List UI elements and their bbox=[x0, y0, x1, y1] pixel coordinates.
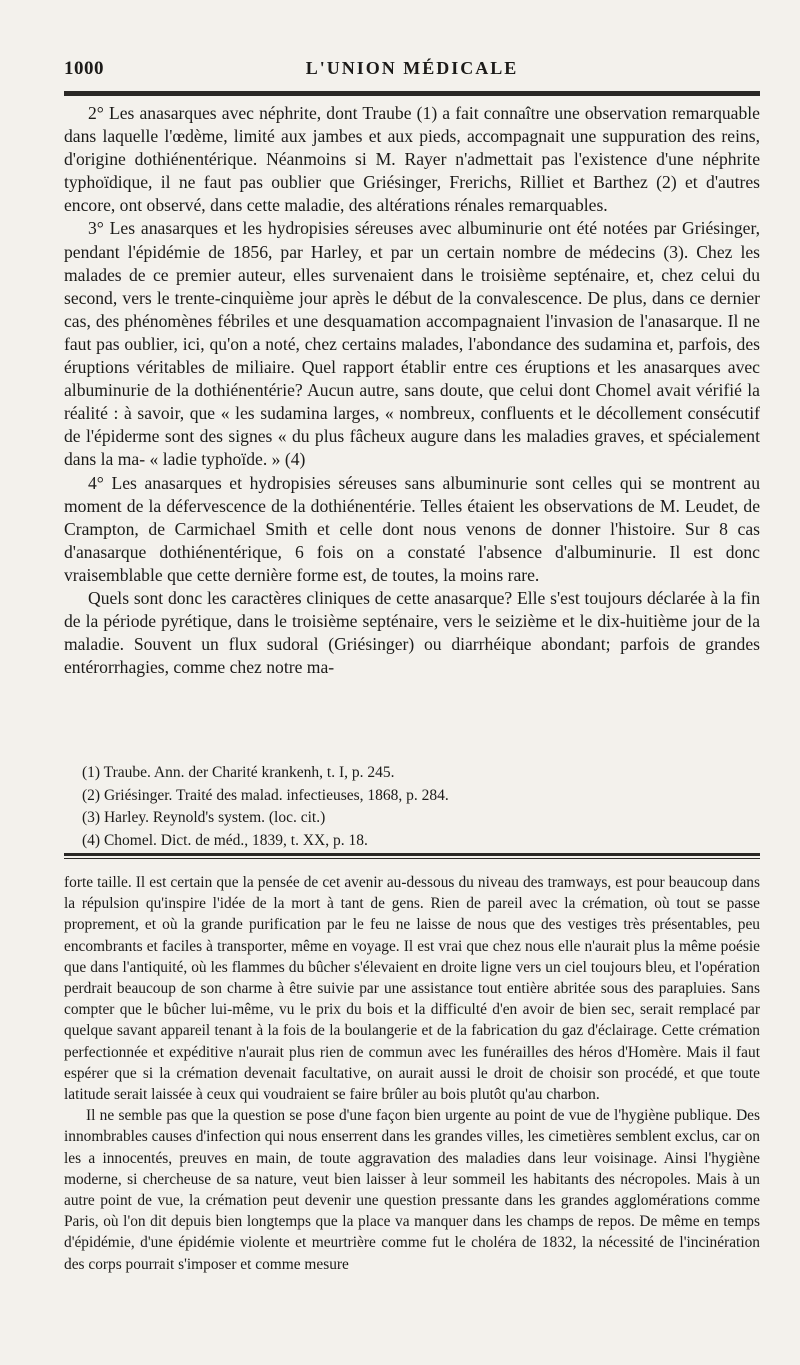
feuilleton-text bbox=[64, 872, 760, 1275]
paragraph-anasarques-nephrite: 2° Les anasarques avec néphrite, dont Traube (1) a fait connaître une observation remarquable dans laquelle l'œdème, limité aux jambes et aux pieds, accompagnait une suppuration des reins, d'origine dothiénentérique. Néanmoins si M. Rayer n'admettait pas l'existence d'une néphrite typhoïdique, il ne faut pas oublier que Griésinger, Frerichs, Rilliet et Barthez (2) et d'autres encore, ont observé, dans cette maladie, des altérations rénales remarquables. bbox=[64, 103, 760, 216]
footnote: (3) Harley. Reynold's system. (loc. cit.) bbox=[82, 809, 326, 826]
footnote: (4) Chomel. Dict. de méd., 1839, t. XX, p. 18. bbox=[82, 831, 368, 849]
paragraph-anasarques-albuminurie: 3° Les anasarques et les hydropisies séreuses avec albuminurie ont été notées par Griésinger, pendant l'épidémie de 1856, par Harley, et par un certain nombre de médecins (3). Chez les malades de ce premier auteur, elles survenaient dans le troisième septénaire, et, chez celui du second, vers le trente-cinquième jour après le début de la convalescence. De plus, dans ce dernier cas, des phénomènes fébriles et une desquamation accompagnaient l'invasion de l'anasarque. Il ne faut pas oublier, ici, qu'on a noté, chez certains malades, l'abondance des sudamina et, parfois, des éruptions véritables de miliaire. Quel rapport établir entre ces éruptions et les anasarques avec albuminurie de la dothiénentérie? Aucun autre, sans doute, que celui dont Chomel avait vérifié la réalité : à savoir, que « les sudamina larges, « nombreux, confluents et le décollement consécutif de l'épiderme sont des signes « du plus fâcheux augure dans les maladies graves, et spécialement dans la ma- « ladie typhoïde. » (4) bbox=[64, 218, 760, 470]
page-header bbox=[64, 58, 760, 88]
footnote: (2) Griésinger. Traité des malad. infectieuses, 1868, p. 284. bbox=[82, 786, 449, 804]
footnotes bbox=[82, 762, 760, 852]
feuilleton-paragraph: forte taille. Il est certain que la pensée de cet avenir au-dessous du niveau des tramways, est pour beaucoup dans la répulsion qu'inspire l'idée de la mort à tant de gens. Rien de pareil avec la crémation, où tout se passe proprement, et où la grande purification par le feu ne laisse de nous que des vestiges très présentables, peu encombrants et faciles à transporter, même en voyage. Il est vrai que chez nous elle n'aurait plus la même poésie que dans l'antiquité, où les flammes du bûcher s'élevaient en droite ligne vers un ciel toujours bleu, et l'opération perdrait beaucoup de son charme à être suivie par une assistance tout entière abritée sous des parapluies. Sans compter que le bûcher lui-même, vu le prix du bois et la difficulté d'en avoir de bien sec, serait remplacé par quelque savant appareil tenant à la fois de la boulangerie et de la fabrication du gaz d'éclairage. Cette crémation perfectionnée et expéditive n'aurait plus rien de commun avec les funérailles des héros d'Homère. Mais il faut espérer que si la crémation devenait facultative, on aurait aussi le droit de choisir son procédé, et que toute latitude serait laissée à ceux qui voudraient se faire brûler au bois plutôt qu'au charbon. bbox=[64, 874, 760, 1104]
feuilleton-paragraph: Il ne semble pas que la question se pose d'une façon bien urgente au point de vue de l'hygiène publique. Des innombrables causes d'infection qui nous enserrent dans les grandes villes, les cimetières semblent exclus, car on les a innocentés, preuves en main, de toute aggravation des maladies dans leur voisinage. Ainsi l'hygiène moderne, si chercheuse de sa nature, veut bien laisser à leur sommeil les habitants des nécropoles. Mais à un autre point de vue, la crémation peut devenir une question pressante dans les grandes agglomérations comme Paris, où l'on dit depuis bien longtemps que la place va manquer dans les champs de repos. De même en temps d'épidémie, d'une épidémie violente et meurtrière comme fut le choléra de 1832, la nécessité de l'incinération des corps pourrait s'imposer et comme mesure bbox=[64, 1107, 760, 1273]
footnote: (1) Traube. Ann. der Charité krankenh, t. I, p. 245. bbox=[82, 764, 395, 781]
paragraph-anasarques-sans-albuminurie: 4° Les anasarques et hydropisies séreuses sans albuminurie sont celles qui se montrent au moment de la défervescence de la dothiénentérie. Telles étaient les observations de M. Leudet, de Crampton, de Carmichael Smith et celle dont nous venons de donner l'histoire. Sur 8 cas d'anasarque dothiénentérique, 6 fois on a constaté l'absence d'albuminurie. Il est donc vraisemblable que cette dernière forme est, de toutes, la moins rare. bbox=[64, 472, 760, 585]
page-number: 1000 bbox=[64, 58, 104, 79]
main-text bbox=[64, 102, 760, 679]
paragraph-caracteres-cliniques: Quels sont donc les caractères cliniques de cette anasarque? Elle s'est toujours déclarée à la fin de la période pyrétique, dans le troisième septénaire, vers le seizième et le dix-huitième jour de la maladie. Souvent un flux sudoral (Griésinger) ou diarrhéique abondant; parfois de grandes entérorrhagies, comme chez notre ma- bbox=[64, 587, 760, 678]
running-title: L'UNION MÉDICALE bbox=[305, 58, 519, 78]
header-rule bbox=[64, 91, 760, 96]
feuilleton-separator bbox=[64, 853, 760, 859]
